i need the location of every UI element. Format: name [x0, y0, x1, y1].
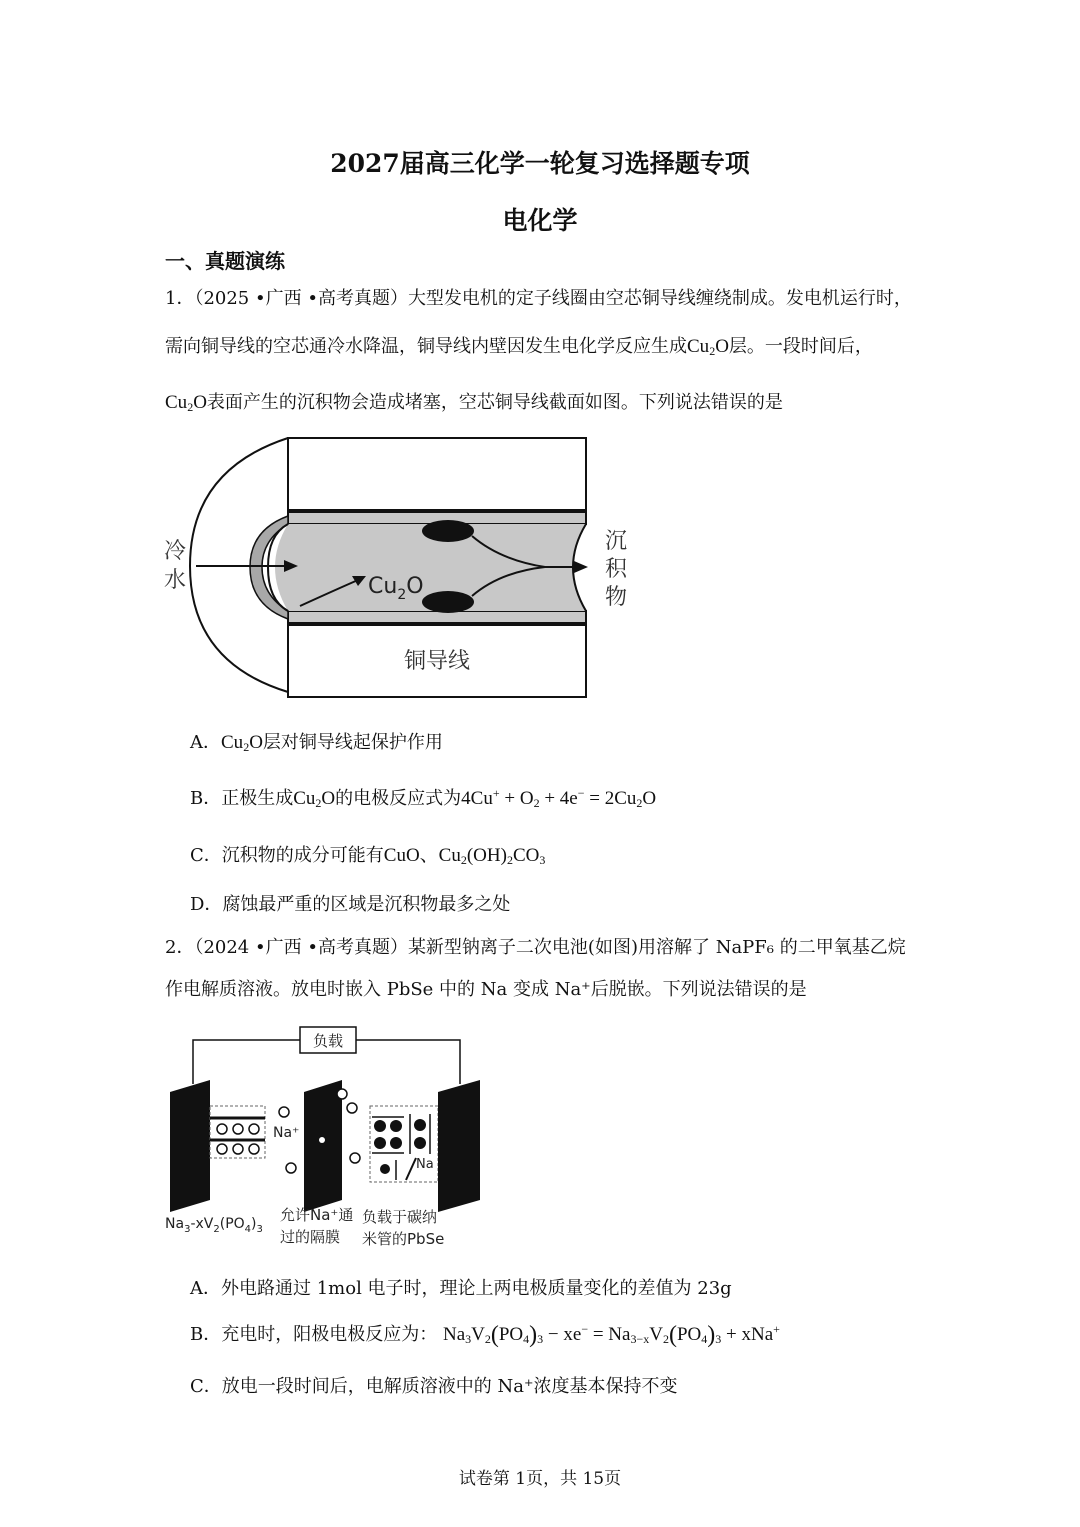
pbse-label-2: 米管的PbSe — [362, 1230, 445, 1248]
page-title: 2027届高三化学一轮复习选择题专项 — [330, 149, 750, 178]
q1-stem-line3: $Cu_2O$表面产生的沉积物会造成堵塞，空芯铜导线截面如图。下列说法错误的是 — [165, 392, 783, 414]
q2-option-c: C．放电一段时间后，电解质溶液中的 Na⁺浓度基本保持不变 — [190, 1376, 678, 1397]
page-footer: 试卷第 1页，共 15页 — [458, 1469, 622, 1489]
pbse-label-1: 负载于碳纳 — [362, 1208, 438, 1226]
deposit-label-1: 沉 — [605, 529, 628, 554]
q1-stem-line1: 1．（2025 •广西 •高考真题）大型发电机的定子线圈由空芯铜导线缠绕制成。发电机运行时， — [165, 288, 912, 309]
q1-stem-line2: 需向铜导线的空芯通冷水降温，铜导线内壁因发生电化学反应生成$Cu_2O$层。一段时间后， — [165, 336, 873, 358]
na-right-label: Na — [416, 1157, 434, 1172]
cold-water-label-2: 水 — [164, 568, 187, 593]
q2-stem-line1: 2．（2024 •广西 •高考真题）某新型钠离子二次电池(如图)用溶解了 NaPF₆ 的二甲氧基乙烷 — [165, 937, 906, 958]
deposit-label-3: 物 — [605, 585, 628, 610]
page-subtitle: 电化学 — [502, 206, 578, 235]
q1-option-d: D．腐蚀最严重的区域是沉积物最多之处 — [190, 894, 511, 915]
q1-copper-wire-figure — [150, 430, 640, 700]
separator-label-1: 允许Na⁺通 — [280, 1206, 354, 1224]
q2-stem-line2: 作电解质溶液。放电时嵌入 PbSe 中的 Na 变成 Na⁺后脱嵌。下列说法错误的是 — [165, 979, 807, 1000]
section-heading: 一、真题演练 — [165, 249, 285, 273]
q2-option-a: A．外电路通过 1mol 电子时，理论上两电极质量变化的差值为 23g — [190, 1278, 732, 1299]
load-label: 负载 — [313, 1032, 344, 1050]
q2-battery-figure — [160, 1022, 500, 1250]
q1-option-c: C．沉积物的成分可能有CuO、$Cu_2(OH)_2CO_3$ — [190, 845, 546, 867]
na-ion-label: Na⁺ — [273, 1125, 300, 1141]
q1-option-b: B．正极生成$Cu_2O$的电极反应式为$4Cu^+ + O_2 + 4e^- = 2Cu_2O$ — [190, 786, 657, 810]
deposit-label-2: 积 — [605, 557, 628, 582]
cu2o-figure-label: $Cu_2O$ — [368, 574, 424, 603]
cold-water-label-1: 冷 — [164, 539, 187, 564]
separator-label-2: 过的隔膜 — [280, 1228, 341, 1246]
q1-option-a: A．$Cu_2O$层对铜导线起保护作用 — [190, 732, 443, 754]
q2-option-b: B．充电时，阳极电极反应为： $Na_3V_2(PO_4)_3 - xe^- = Na_{3-x}V_2(PO_4)_3 + xNa^+$ — [190, 1322, 780, 1348]
copper-wire-label: 铜导线 — [404, 649, 471, 674]
left-electrode-label: $Na_3-xV_2(PO_4)_3$ — [165, 1216, 263, 1235]
